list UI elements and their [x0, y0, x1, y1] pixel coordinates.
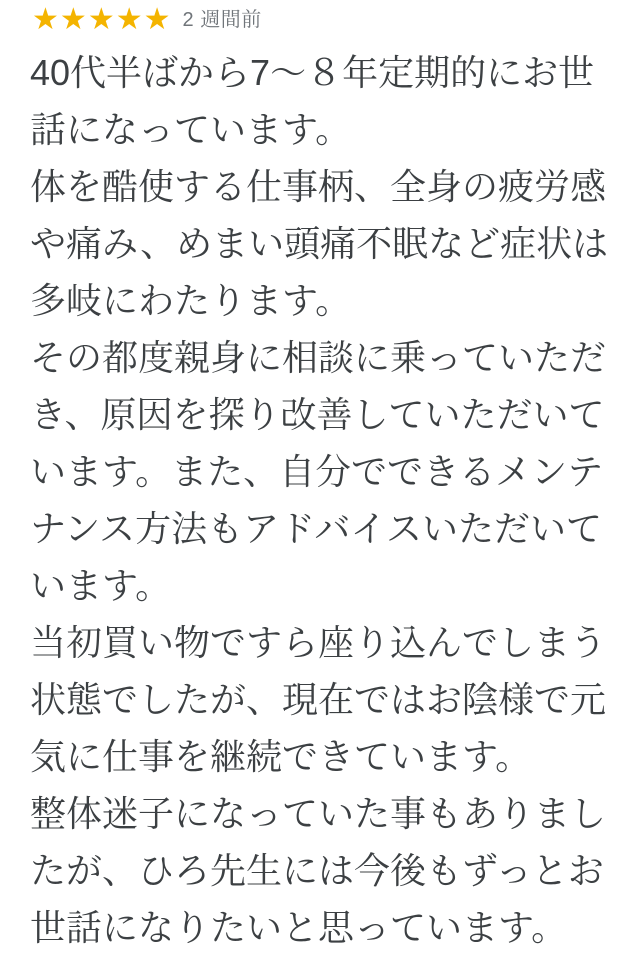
- review-timestamp: 2 週間前: [182, 9, 262, 31]
- review-paragraph: 体を酷使する仕事柄、全身の疲労感や痛み、めまい頭痛不眠など症状は多岐にわたります。: [30, 166, 609, 321]
- star-icon: ★: [59, 3, 87, 36]
- star-rating: [32, 5, 171, 35]
- star-icon: ★: [87, 3, 115, 36]
- review-paragraph: 40代半ばから7〜８年定期的にお世話になっています。: [30, 52, 595, 150]
- review-text: [30, 44, 614, 956]
- review-paragraph: 整体迷子になっていた事もありましたが、ひろ先生には今後もずっとお世話になりたいと思っています。: [30, 793, 607, 948]
- review-header: [0, 2, 640, 38]
- star-icon: ★: [115, 3, 143, 36]
- star-icon: ★: [143, 3, 171, 36]
- review-paragraph: その都度親身に相談に乗っていただき、原因を探り改善していただいています。また、自分でできるメンテナンス方法もアドバイスいただいています。: [30, 337, 607, 606]
- star-icon: ★: [32, 3, 59, 36]
- review-paragraph: 当初買い物ですら座り込んでしまう状態でしたが、現在ではお陰様で元気に仕事を継続できています。: [30, 622, 607, 777]
